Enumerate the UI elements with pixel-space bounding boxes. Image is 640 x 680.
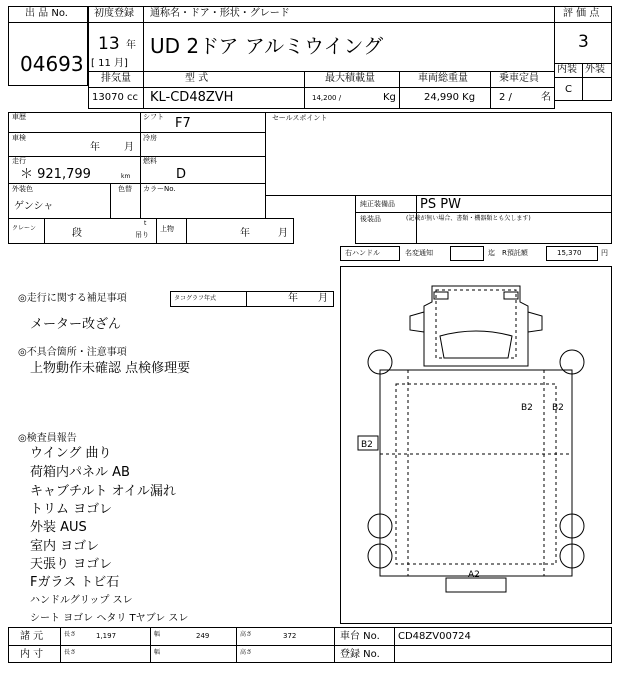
color-code-label: 色替 [118, 185, 132, 193]
inspector-item: 天張り ヨゴレ [30, 557, 113, 572]
truck-damage-diagram [340, 266, 612, 624]
aftermarket-label: 後装品 [360, 215, 381, 223]
inner-dim-label: 内 寸 [20, 649, 44, 660]
upper-month: 月 [278, 228, 288, 239]
first-reg-label: 初度登録 [94, 8, 134, 19]
inspection-label: 車検 [12, 134, 26, 142]
fuel-value: D [176, 167, 187, 182]
crane-label: クレーン [12, 225, 36, 232]
genuine-label: 純正装備品 [360, 200, 395, 208]
lot-number-label: 出 品 No. [25, 8, 68, 19]
inspector-item: 室内 ヨゴレ [30, 539, 100, 554]
max-load-label: 最大積載量 [325, 73, 375, 84]
upper-year: 年 [240, 228, 250, 239]
exterior-grade-box [582, 77, 612, 101]
length-value: 1,197 [96, 632, 117, 640]
inspection-year: 年 [90, 142, 100, 153]
sales-point-box [265, 112, 612, 196]
chassis-value: CD48ZV00724 [398, 631, 471, 642]
deadline-label: 迄 [488, 249, 495, 257]
crane-row [8, 218, 294, 244]
damage-mark: B2 [552, 403, 564, 413]
name-change-box [450, 246, 484, 261]
model-value: KL-CD48ZVH [150, 90, 234, 105]
truck-outline [368, 286, 584, 592]
capacity-value: 2 / [499, 92, 512, 103]
max-load-value: 14,200 / [312, 94, 342, 102]
damage-mark: B2 [361, 440, 373, 450]
inner-length-label: 長さ [64, 649, 77, 656]
capacity-unit: 名 [541, 92, 551, 103]
crane-lift: 吊り [135, 231, 149, 239]
first-reg-year-unit: 年 [126, 40, 136, 51]
height-value: 372 [283, 632, 297, 640]
crane-ton: t [144, 220, 147, 227]
registration-label: 登録 No. [340, 649, 380, 660]
vehicle-name: UD 2ドア アルミウイング [150, 34, 384, 58]
name-label: 通称名・ドア・形状・グレード [150, 8, 290, 19]
color-no-label: カラーNo. [143, 185, 176, 193]
genuine-value: PS PW [420, 197, 461, 212]
first-reg-year: 13 [98, 34, 120, 54]
gross-weight-label: 車両総重量 [418, 73, 468, 84]
crane-stage: 段 [72, 228, 82, 239]
lot-number: 04693 [20, 52, 84, 76]
displacement-value: 13070 cc [92, 92, 138, 103]
inspector-item: ハンドルグリップ スレ [30, 595, 133, 606]
interior-grade: C [565, 84, 572, 95]
mileage-label: 走行 [12, 157, 26, 165]
mileage-unit: km [121, 173, 131, 180]
inner-width-label: 幅 [154, 649, 161, 656]
history-label: 車歴 [12, 113, 26, 121]
model-header [143, 71, 305, 88]
exterior-label: 外装 [585, 64, 605, 75]
supplement-title: ◎走行に関する補足事項 [18, 293, 127, 304]
defects-title: ◎不具合箇所・注意事項 [18, 347, 127, 358]
inspection-month: 月 [124, 142, 134, 153]
aftermarket-note: (記載が無い場合、書類・機器類とも欠します) [406, 215, 531, 222]
displacement-label: 排気量 [101, 73, 131, 84]
chassis-label: 車台 No. [340, 631, 380, 642]
specs-label: 諸 元 [20, 631, 44, 642]
inner-height-label: 高さ [240, 649, 253, 656]
gross-weight-value: 24,990 Kg [424, 92, 476, 103]
shift-label: シフト [143, 113, 164, 121]
defect-note: 上物動作未確認 点検修理要 [30, 361, 191, 376]
ac-label: 冷房 [143, 134, 157, 142]
meter-note: メーター改ざん [30, 317, 122, 332]
recycle-value: 15,370 [557, 249, 582, 257]
shift-value: F7 [175, 116, 191, 131]
max-load-unit: Kg [383, 92, 396, 103]
name-change-label: 名変通知 [405, 249, 433, 257]
yen-label: 円 [601, 249, 608, 257]
width-label: 幅 [154, 631, 161, 638]
width-value: 249 [196, 632, 210, 640]
score-value: 3 [578, 32, 589, 52]
inspector-item: Fガラス トビ石 [30, 575, 120, 590]
upper-label: 上物 [160, 225, 174, 233]
inspector-item: ウイング 曲り [30, 446, 112, 461]
inspector-item: キャブチルト オイル漏れ [30, 484, 176, 499]
tacho-year: 年 [288, 293, 298, 304]
inspector-item: 荷箱内パネル AB [30, 465, 130, 480]
inspector-item: トリム ヨゴレ [30, 502, 113, 517]
length-label: 長さ [64, 631, 77, 638]
damage-mark: A2 [468, 570, 480, 580]
inspector-item: 外装 AUS [30, 520, 87, 535]
inspector-item: シート ヨゴレ ヘタリ Tヤブレ スレ [30, 613, 189, 624]
inspector-title: ◎検査員報告 [18, 433, 77, 444]
damage-mark: B2 [521, 403, 533, 413]
height-label: 高さ [240, 631, 253, 638]
recycle-label: R預託額 [502, 249, 528, 257]
first-reg-month: [ 11 月] [91, 58, 128, 69]
exterior-color-value: ゲンシャ [14, 201, 54, 212]
tacho-month: 月 [318, 293, 328, 304]
mileage-value: ＊ 921,799 [20, 167, 91, 182]
tacho-label: タコグラフ年式 [174, 295, 217, 302]
score-label: 評 価 点 [563, 8, 600, 19]
capacity-label: 乗車定員 [499, 73, 539, 84]
fuel-label: 燃料 [143, 157, 157, 165]
right-hand-label: 右ハンドル [345, 249, 380, 257]
exterior-color-label: 外装色 [12, 185, 33, 193]
model-label: 型 式 [185, 73, 209, 84]
sales-point-label: セールスポイント [272, 114, 328, 122]
interior-label: 内装 [557, 64, 577, 75]
